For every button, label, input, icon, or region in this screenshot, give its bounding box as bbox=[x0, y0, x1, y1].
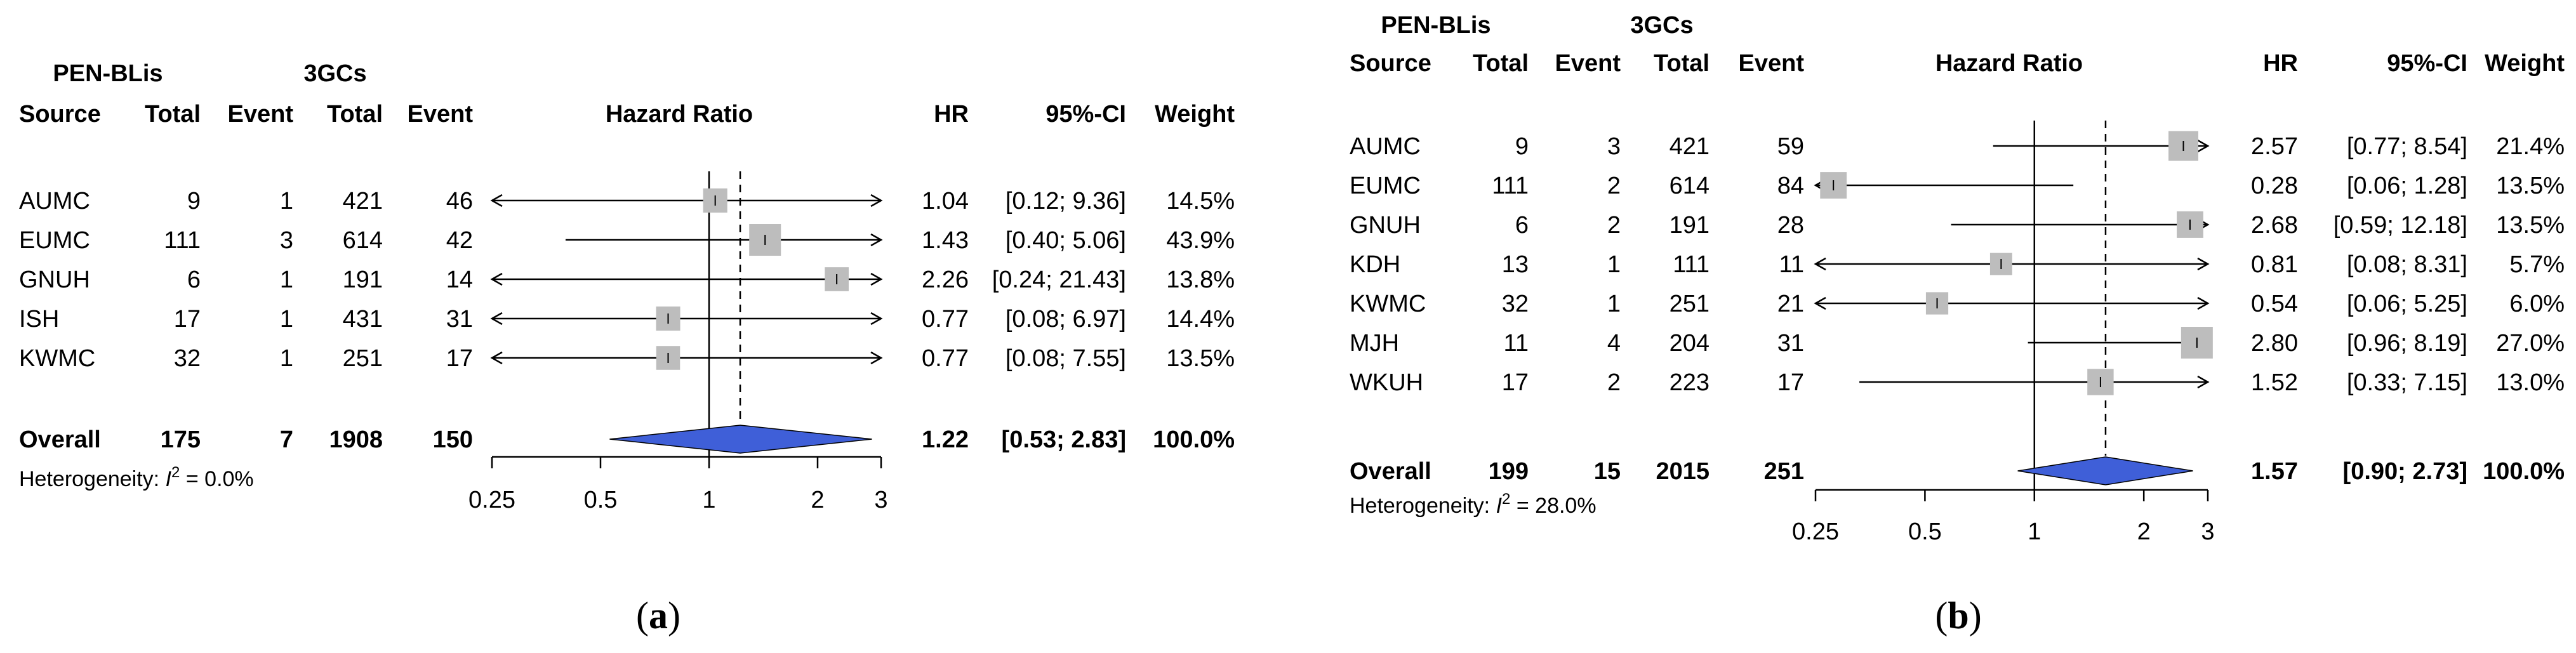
study-total-2: 614 bbox=[1669, 173, 1710, 199]
study-ci: [0.96; 8.19] bbox=[2346, 330, 2467, 357]
study-event-2: 59 bbox=[1777, 133, 1804, 160]
table-row bbox=[1350, 291, 2565, 317]
study-ci: [0.08; 7.55] bbox=[1005, 345, 1126, 372]
study-hr: 2.26 bbox=[922, 267, 969, 293]
study-event-1: 3 bbox=[1607, 133, 1621, 160]
study-ci: [0.33; 7.15] bbox=[2346, 369, 2467, 396]
column-header-event-1: Event bbox=[1555, 50, 1621, 77]
table-row bbox=[1350, 211, 2565, 239]
table-row bbox=[1350, 369, 2565, 396]
study-total-2: 614 bbox=[342, 227, 383, 254]
study-source: GNUH bbox=[1350, 212, 1421, 239]
study-source: AUMC bbox=[1350, 133, 1421, 160]
overall-total-1: 199 bbox=[1488, 458, 1529, 485]
study-total-2: 421 bbox=[342, 188, 383, 214]
study-weight: 13.5% bbox=[2496, 173, 2565, 199]
study-source: AUMC bbox=[19, 188, 90, 214]
study-source: WKUH bbox=[1350, 369, 1424, 396]
study-ci: [0.59; 12.18] bbox=[2333, 212, 2467, 239]
study-total-1: 111 bbox=[1492, 173, 1529, 199]
overall-event-2: 150 bbox=[432, 426, 473, 453]
column-header-weight: Weight bbox=[1155, 101, 1235, 128]
study-total-2: 251 bbox=[342, 345, 383, 372]
study-total-2: 251 bbox=[1669, 291, 1710, 317]
column-header-ci: 95%-CI bbox=[2387, 50, 2467, 77]
study-source: KDH bbox=[1350, 251, 1401, 278]
study-event-2: 46 bbox=[446, 188, 473, 214]
table-row bbox=[19, 188, 1235, 214]
study-event-2: 42 bbox=[446, 227, 473, 254]
overall-hr: 1.57 bbox=[2251, 458, 2298, 485]
table-row bbox=[19, 345, 1235, 372]
overall-total-2: 1908 bbox=[329, 426, 383, 453]
x-tick-label: 1 bbox=[2028, 518, 2042, 545]
overall-total-1: 175 bbox=[160, 426, 201, 453]
study-source: EUMC bbox=[19, 227, 90, 254]
study-ci: [0.12; 9.36] bbox=[1005, 188, 1126, 214]
study-weight: 6.0% bbox=[2509, 291, 2565, 317]
overall-total-2: 2015 bbox=[1656, 458, 1710, 485]
study-total-1: 32 bbox=[173, 345, 201, 372]
table-row bbox=[1350, 172, 2565, 199]
study-weight: 21.4% bbox=[2496, 133, 2565, 160]
column-header-event-2: Event bbox=[1738, 50, 1804, 77]
study-total-2: 223 bbox=[1669, 369, 1710, 396]
panel-caption: (a) bbox=[636, 595, 681, 637]
x-tick-label: 2 bbox=[811, 487, 825, 513]
study-total-1: 9 bbox=[1515, 133, 1529, 160]
x-tick-label: 3 bbox=[2201, 518, 2215, 545]
study-event-1: 4 bbox=[1607, 330, 1621, 357]
column-header-total-2: Total bbox=[1654, 50, 1710, 77]
study-total-1: 17 bbox=[173, 306, 201, 333]
forest-plot-panel-b bbox=[1350, 12, 2565, 637]
study-event-1: 2 bbox=[1607, 369, 1621, 396]
overall-label: Overall bbox=[19, 426, 101, 453]
study-weight: 43.9% bbox=[1166, 227, 1235, 254]
group-label-pen-blis: PEN-BLis bbox=[53, 60, 163, 87]
column-header-source: Source bbox=[19, 101, 101, 128]
study-event-1: 1 bbox=[279, 267, 293, 293]
column-header-source: Source bbox=[1350, 50, 1431, 77]
column-header-ci: 95%-CI bbox=[1046, 101, 1126, 128]
study-hr: 0.28 bbox=[2251, 173, 2298, 199]
overall-event-1: 15 bbox=[1593, 458, 1621, 485]
x-tick-label: 0.5 bbox=[1908, 518, 1942, 545]
study-event-2: 14 bbox=[446, 267, 473, 293]
column-header-event-1: Event bbox=[227, 101, 293, 128]
study-weight: 5.7% bbox=[2509, 251, 2565, 278]
column-header-event-2: Event bbox=[407, 101, 473, 128]
table-row bbox=[19, 267, 1235, 293]
study-source: KWMC bbox=[1350, 291, 1426, 317]
study-event-2: 84 bbox=[1777, 173, 1804, 199]
overall-event-1: 7 bbox=[279, 426, 293, 453]
column-header-hazard-ratio: Hazard Ratio bbox=[605, 101, 754, 128]
overall-row bbox=[1350, 457, 2565, 485]
study-event-1: 1 bbox=[279, 306, 293, 333]
study-total-1: 9 bbox=[187, 188, 201, 214]
column-header-total-2: Total bbox=[327, 101, 383, 128]
study-source: EUMC bbox=[1350, 173, 1421, 199]
panel-caption: (b) bbox=[1935, 595, 1982, 637]
study-total-1: 11 bbox=[1503, 330, 1529, 357]
study-weight: 13.0% bbox=[2496, 369, 2565, 396]
study-ci: [0.08; 8.31] bbox=[2346, 251, 2467, 278]
column-header-hazard-ratio: Hazard Ratio bbox=[1935, 50, 2083, 77]
x-tick-label: 1 bbox=[702, 487, 716, 513]
study-ci: [0.40; 5.06] bbox=[1005, 227, 1126, 254]
overall-ci: [0.90; 2.73] bbox=[2342, 458, 2467, 485]
study-hr: 2.68 bbox=[2251, 212, 2298, 239]
study-total-2: 111 bbox=[1673, 251, 1710, 278]
study-total-2: 191 bbox=[342, 267, 383, 293]
overall-diamond bbox=[609, 425, 872, 453]
study-weight: 14.4% bbox=[1166, 306, 1235, 333]
study-event-1: 1 bbox=[1607, 291, 1621, 317]
study-total-1: 111 bbox=[164, 227, 201, 254]
table-row bbox=[19, 224, 1235, 256]
study-weight: 14.5% bbox=[1166, 188, 1235, 214]
study-event-2: 17 bbox=[446, 345, 473, 372]
study-hr: 1.43 bbox=[922, 227, 969, 254]
study-event-2: 31 bbox=[446, 306, 473, 333]
overall-label: Overall bbox=[1350, 458, 1431, 485]
table-row bbox=[1350, 131, 2565, 161]
x-tick-label: 0.25 bbox=[1792, 518, 1839, 545]
study-event-1: 1 bbox=[279, 188, 293, 214]
table-row bbox=[1350, 327, 2565, 359]
study-source: MJH bbox=[1350, 330, 1400, 357]
study-hr: 0.77 bbox=[922, 345, 969, 372]
table-row bbox=[1350, 251, 2565, 278]
study-total-2: 431 bbox=[342, 306, 383, 333]
column-header-hr: HR bbox=[934, 101, 969, 128]
column-header-total-1: Total bbox=[1473, 50, 1529, 77]
column-header-total-1: Total bbox=[145, 101, 201, 128]
study-event-1: 3 bbox=[279, 227, 293, 254]
heterogeneity-text: Heterogeneity: $I^2 = 0.0\%$ bbox=[19, 464, 254, 491]
study-event-1: 2 bbox=[1607, 173, 1621, 199]
study-hr: 0.81 bbox=[2251, 251, 2298, 278]
study-event-1: 1 bbox=[279, 345, 293, 372]
study-source: GNUH bbox=[19, 267, 90, 293]
study-total-1: 13 bbox=[1501, 251, 1529, 278]
overall-hr: 1.22 bbox=[922, 426, 969, 453]
study-event-2: 28 bbox=[1777, 212, 1804, 239]
study-total-1: 6 bbox=[1515, 212, 1529, 239]
study-hr: 1.04 bbox=[922, 188, 969, 214]
table-row bbox=[19, 306, 1235, 333]
group-label-pen-blis: PEN-BLis bbox=[1381, 12, 1491, 39]
overall-event-2: 251 bbox=[1763, 458, 1804, 485]
study-event-2: 11 bbox=[1779, 251, 1804, 278]
overall-ci: [0.53; 2.83] bbox=[1001, 426, 1126, 453]
study-hr: 1.52 bbox=[2251, 369, 2298, 396]
group-label-3gcs: 3GCs bbox=[303, 60, 367, 87]
study-source: KWMC bbox=[19, 345, 96, 372]
column-header-hr: HR bbox=[2263, 50, 2298, 77]
study-hr: 2.80 bbox=[2251, 330, 2298, 357]
study-event-2: 21 bbox=[1777, 291, 1804, 317]
study-hr: 2.57 bbox=[2251, 133, 2298, 160]
study-event-2: 17 bbox=[1777, 369, 1804, 396]
column-header-weight: Weight bbox=[2485, 50, 2565, 77]
overall-weight: 100.0% bbox=[1153, 426, 1235, 453]
study-event-1: 2 bbox=[1607, 212, 1621, 239]
overall-weight: 100.0% bbox=[2483, 458, 2565, 485]
study-weight: 27.0% bbox=[2496, 330, 2565, 357]
study-total-2: 421 bbox=[1669, 133, 1710, 160]
study-total-1: 17 bbox=[1501, 369, 1529, 396]
study-ci: [0.08; 6.97] bbox=[1005, 306, 1126, 333]
study-hr: 0.77 bbox=[922, 306, 969, 333]
forest-plot-panel-a bbox=[19, 60, 1235, 637]
study-ci: [0.24; 21.43] bbox=[992, 267, 1126, 293]
overall-row bbox=[19, 425, 1235, 453]
x-tick-label: 0.5 bbox=[583, 487, 618, 513]
study-total-2: 204 bbox=[1669, 330, 1710, 357]
study-weight: 13.5% bbox=[1166, 345, 1235, 372]
study-total-1: 6 bbox=[187, 267, 201, 293]
study-source: ISH bbox=[19, 306, 60, 333]
study-total-1: 32 bbox=[1501, 291, 1529, 317]
study-event-2: 31 bbox=[1777, 330, 1804, 357]
study-ci: [0.06; 5.25] bbox=[2346, 291, 2467, 317]
study-ci: [0.06; 1.28] bbox=[2346, 173, 2467, 199]
study-total-2: 191 bbox=[1669, 212, 1710, 239]
heterogeneity-text: Heterogeneity: $I^2 = 28.0\%$ bbox=[1350, 491, 1597, 518]
x-tick-label: 0.25 bbox=[468, 487, 515, 513]
study-weight: 13.5% bbox=[2496, 212, 2565, 239]
study-ci: [0.77; 8.54] bbox=[2346, 133, 2467, 160]
study-event-1: 1 bbox=[1607, 251, 1621, 278]
x-tick-label: 3 bbox=[874, 487, 888, 513]
study-weight: 13.8% bbox=[1166, 267, 1235, 293]
study-hr: 0.54 bbox=[2251, 291, 2298, 317]
overall-diamond bbox=[2018, 457, 2193, 485]
x-tick-label: 2 bbox=[2137, 518, 2151, 545]
group-label-3gcs: 3GCs bbox=[1630, 12, 1694, 39]
